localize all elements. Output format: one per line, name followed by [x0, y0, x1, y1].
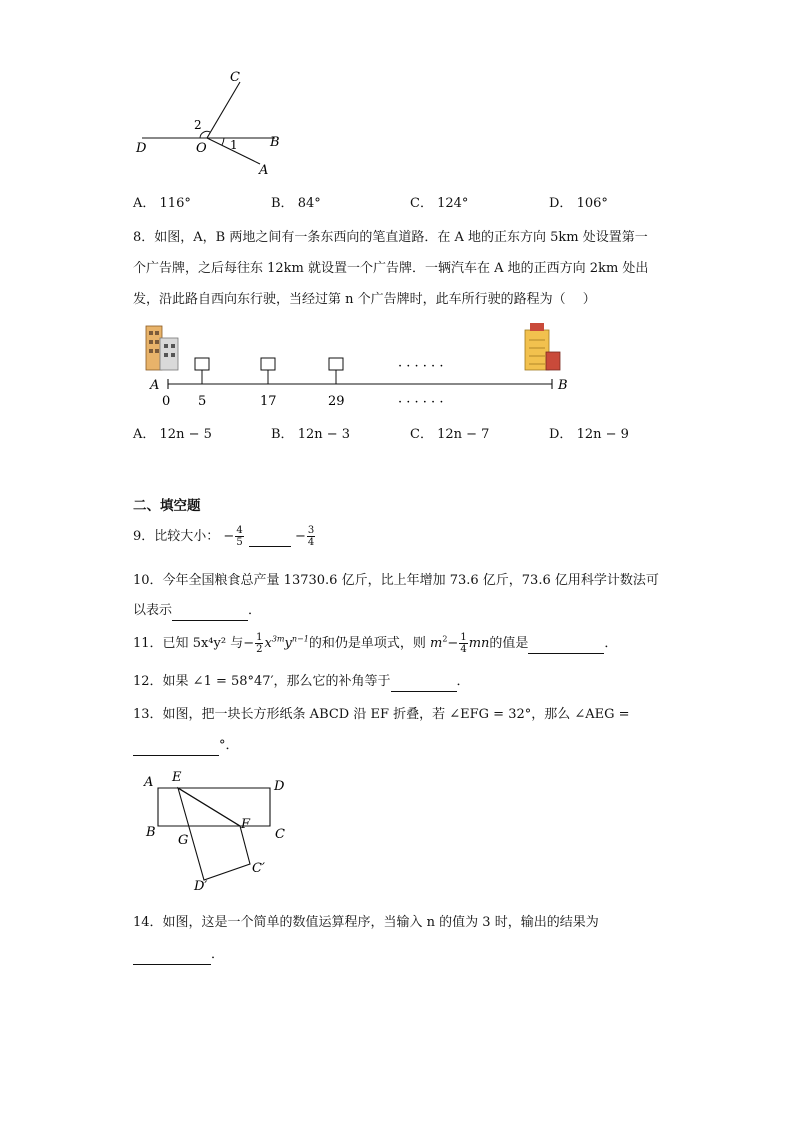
q9-fraction-2: $\frac{3}{4}$ — [307, 525, 315, 548]
q9-fraction-1: $\frac{4}{5}$ — [236, 525, 243, 548]
tick-17: 17 — [260, 394, 277, 409]
building-icon-right — [525, 323, 560, 370]
label-F: F — [241, 817, 251, 832]
label-road-B: B — [558, 378, 568, 393]
label-C-prime: C′ — [252, 861, 265, 876]
q10-text-line2: 以表示 ． — [133, 599, 261, 621]
label-D: D — [274, 779, 285, 794]
q8-option-b[interactable]: B． 12n − 3 — [271, 427, 351, 442]
label-D: D — [136, 141, 147, 156]
tick-29: 29 — [328, 394, 345, 409]
q9-prefix: 9．比较大小： — [133, 529, 220, 544]
q7-option-d[interactable]: D． 106° — [549, 196, 608, 211]
q11-answer-blank[interactable] — [528, 638, 604, 654]
q11-fraction-1: $\frac{1}{2}$ — [256, 632, 263, 655]
q12-text: 12．如果 ∠1 = 58°47′，那么它的补角等于 ． — [133, 670, 470, 692]
q8-text-line2: 个广告牌，之后每往东 12km 就设置一个广告牌．一辆汽车在 A 地的正西方向 2km 处出 — [133, 261, 649, 276]
tick-5: 5 — [198, 394, 207, 409]
dots-lower: · · · · · · — [398, 395, 444, 410]
q13-answer-blank[interactable] — [133, 740, 219, 756]
q14-text-line1: 14．如图，这是一个简单的数值运算程序，当输入 n 的值为 3 时，输出的结果为 — [133, 915, 599, 930]
q11-fraction-2: $\frac{1}{4}$ — [460, 632, 467, 655]
q7-option-a[interactable]: A． 116° — [133, 196, 191, 211]
q14-text-line2: ． — [133, 943, 224, 965]
ray-OC — [207, 82, 240, 138]
label-angle-1: 1 — [230, 138, 238, 152]
q9-answer-blank[interactable] — [249, 531, 291, 547]
q10-answer-blank[interactable] — [172, 605, 248, 621]
dots-upper: · · · · · · — [398, 359, 444, 374]
q11-text: 11．已知 5x⁴y² 与− $\frac{1}{2}$ $x^{3m}y^{n-1}$的和仍是单项式，则 $m^2-$ $\frac{1}{4}$ mn的值是 ． — [133, 632, 618, 655]
angle-1-arc — [222, 138, 224, 145]
billboard-icon-1 — [195, 358, 209, 370]
billboard-icon-3 — [329, 358, 343, 370]
tick-0: 0 — [162, 394, 171, 409]
label-G: G — [178, 833, 189, 848]
rect-right-part — [178, 788, 270, 826]
label-B: B — [270, 135, 280, 150]
q7-option-b[interactable]: B． 84° — [271, 196, 321, 211]
q8-option-d[interactable]: D． 12n − 9 — [549, 427, 629, 442]
q8-text-line3: 发，沿此路自西向东行驶，当经过第 n 个广告牌时，此车所行驶的路程为（ ） — [133, 292, 596, 307]
q8-text-line1: 8．如图，A，B 两地之间有一条东西向的笔直道路．在 A 地的正东方向 5km 处设置第一 — [133, 230, 648, 245]
q9-text: 9．比较大小： − $\frac{4}{5}$ − $\frac{3}{4}$ — [133, 525, 315, 548]
section-heading: 二、填空题 — [133, 498, 201, 514]
billboard-icon-2 — [261, 358, 275, 370]
q14-answer-blank[interactable] — [133, 949, 211, 965]
folded-part — [178, 788, 250, 880]
q10-text-line1: 10．今年全国粮食总产量 13730.6 亿斤，比上年增加 73.6 亿斤，73.6 亿用科学计数法可 — [133, 573, 659, 588]
label-B: B — [146, 825, 156, 840]
q7-option-c[interactable]: C． 124° — [410, 196, 469, 211]
q12-answer-blank[interactable] — [391, 676, 457, 692]
q13-text-line1: 13．如图，把一块长方形纸条 ABCD 沿 EF 折叠，若 ∠EFG = 32°，那么 ∠AEG = — [133, 707, 630, 722]
angle-figure — [130, 66, 290, 180]
q8-option-a[interactable]: A． 12n − 5 — [133, 427, 212, 442]
q13-text-line2: °． — [133, 734, 239, 756]
label-O: O — [196, 141, 207, 156]
q8-option-c[interactable]: C． 12n − 7 — [410, 427, 490, 442]
label-A: A — [259, 163, 269, 178]
road-figure — [140, 318, 580, 414]
fold-figure — [140, 766, 300, 894]
label-C: C — [230, 70, 240, 85]
label-E: E — [172, 770, 182, 785]
label-A: A — [144, 775, 154, 790]
label-D-prime: D′ — [194, 879, 208, 894]
label-C: C — [275, 827, 285, 842]
label-angle-2: 2 — [194, 118, 202, 132]
building-icon-left — [146, 326, 178, 370]
label-road-A: A — [150, 378, 160, 393]
